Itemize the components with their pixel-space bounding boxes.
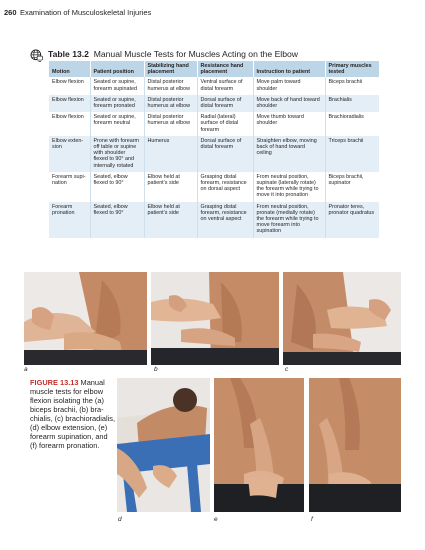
photo-b <box>151 272 279 365</box>
running-title: Examination of Musculoskeletal Injuries <box>20 8 152 17</box>
table-row <box>49 136 379 172</box>
table-title-text: Manual Muscle Tests for Muscles Acting on the Elbow <box>93 49 298 59</box>
table-cell: Seated, elbow flexed to 90° <box>90 202 144 238</box>
table-cell: Prone with forearm off table or supine with shoulder flexed to 90° and internally rotated <box>90 136 144 172</box>
table-cell: Biceps brachii <box>328 79 363 86</box>
table-cell: Elbow extension <box>49 136 90 172</box>
table-cell: Ventral surface of distal forearm <box>197 77 253 94</box>
table-cell: Elbow flexion <box>49 95 90 112</box>
panel-label-c: c <box>285 366 289 373</box>
table-cell: Elbow held at patient’s side <box>144 172 197 202</box>
photo-f <box>309 378 401 512</box>
table-cell: Grasping distal forearm, resistance on dorsal aspect <box>197 172 253 202</box>
photo-d <box>117 378 210 512</box>
photo-a <box>24 272 147 365</box>
page-number: 260 <box>4 8 17 17</box>
panel-label-e: e <box>214 516 218 523</box>
table-cell: Triceps brachii <box>325 136 379 172</box>
table-cell: Brachioradialis <box>328 114 364 121</box>
panel-label-f: f <box>311 516 313 523</box>
figure-caption-text: Manual muscle tests for elbow flexion isolating the (a) biceps brachii, (b) brachialis, (c) brachioradialis, (d) elbow extension, (e) forearm supination, and (f) forearm pronation. <box>30 378 116 450</box>
table-row <box>49 95 379 112</box>
table-cell: Elbow flexion <box>49 77 90 94</box>
table-cell: Forearm supination <box>49 172 90 202</box>
table-cell: Distal posterior humerus at elbow <box>144 77 197 94</box>
table-row <box>49 172 379 202</box>
table-cell: Elbow held at patient’s side <box>144 202 197 238</box>
panel-label-d: d <box>118 516 122 523</box>
globe-icon <box>30 49 43 62</box>
column-header: Primary muscles tested <box>325 61 379 77</box>
panel-label-a: a <box>24 366 28 373</box>
table-cell: Seated or supine, forearm pronated <box>90 95 144 112</box>
photo-c <box>283 272 401 365</box>
figure-caption <box>30 378 116 450</box>
column-header: Stabilizing hand placement <box>144 61 197 77</box>
table-cell: Seated or supine, forearm neutral <box>90 112 144 136</box>
table-cell: From neutral position, supinate (laterally rotate) the forearm while trying to move it into pronation <box>253 172 325 202</box>
panel-label-b: b <box>154 366 158 373</box>
table-cell: Elbow flexion <box>49 112 90 136</box>
table-cell: Forearm pronation <box>49 202 90 238</box>
table-cell: From neutral position, pronate (medially rotate) the forearm while trying to move forearm into supination <box>253 202 325 238</box>
photo-e <box>214 378 304 512</box>
table-row <box>49 77 379 94</box>
table-cell: Brachialis <box>325 95 379 112</box>
table-cell: Dorsal surface of distal forearm <box>197 95 253 112</box>
table-cell: Seated, elbow flexed to 90° <box>90 172 144 202</box>
figure-label: FIGURE 13.13 <box>30 378 79 387</box>
column-header: Instruction to patient <box>253 61 325 77</box>
table-cell: Move thumb toward shoulder <box>253 112 325 136</box>
table-cell: Straighten elbow, moving back of hand toward ceiling <box>253 136 325 172</box>
table-row <box>49 112 379 136</box>
column-header: Motion <box>49 61 90 77</box>
table-cell: Humerus <box>144 136 197 172</box>
table-cell: Radial (lateral) surface of distal forearm <box>197 112 253 136</box>
table-row <box>49 202 379 238</box>
table-cell: Seated or supine, forearm supinated <box>90 77 144 94</box>
table-cell: Pronator teres, pronator quadratus <box>325 202 379 238</box>
table-number: Table 13.2 <box>48 49 89 59</box>
table-cell: Distal posterior humerus at elbow <box>144 112 197 136</box>
table-cell: Biceps brachii, supinator <box>328 173 364 187</box>
table-cell: Distal posterior humerus at elbow <box>144 95 197 112</box>
table-title <box>48 49 298 59</box>
table-cell: Grasping distal forearm, resistance on ventral aspect <box>197 202 253 238</box>
table-header-row <box>49 61 379 77</box>
table-cell: Move palm toward shoulder <box>253 77 325 94</box>
running-header <box>0 0 425 22</box>
table-cell: Dorsal surface of distal forearm <box>197 136 253 172</box>
column-header: Resistance hand placement <box>197 61 253 77</box>
column-header: Patient position <box>90 61 144 77</box>
manual-muscle-test-table <box>49 61 379 238</box>
table-cell: Move back of hand toward shoulder <box>253 95 325 112</box>
